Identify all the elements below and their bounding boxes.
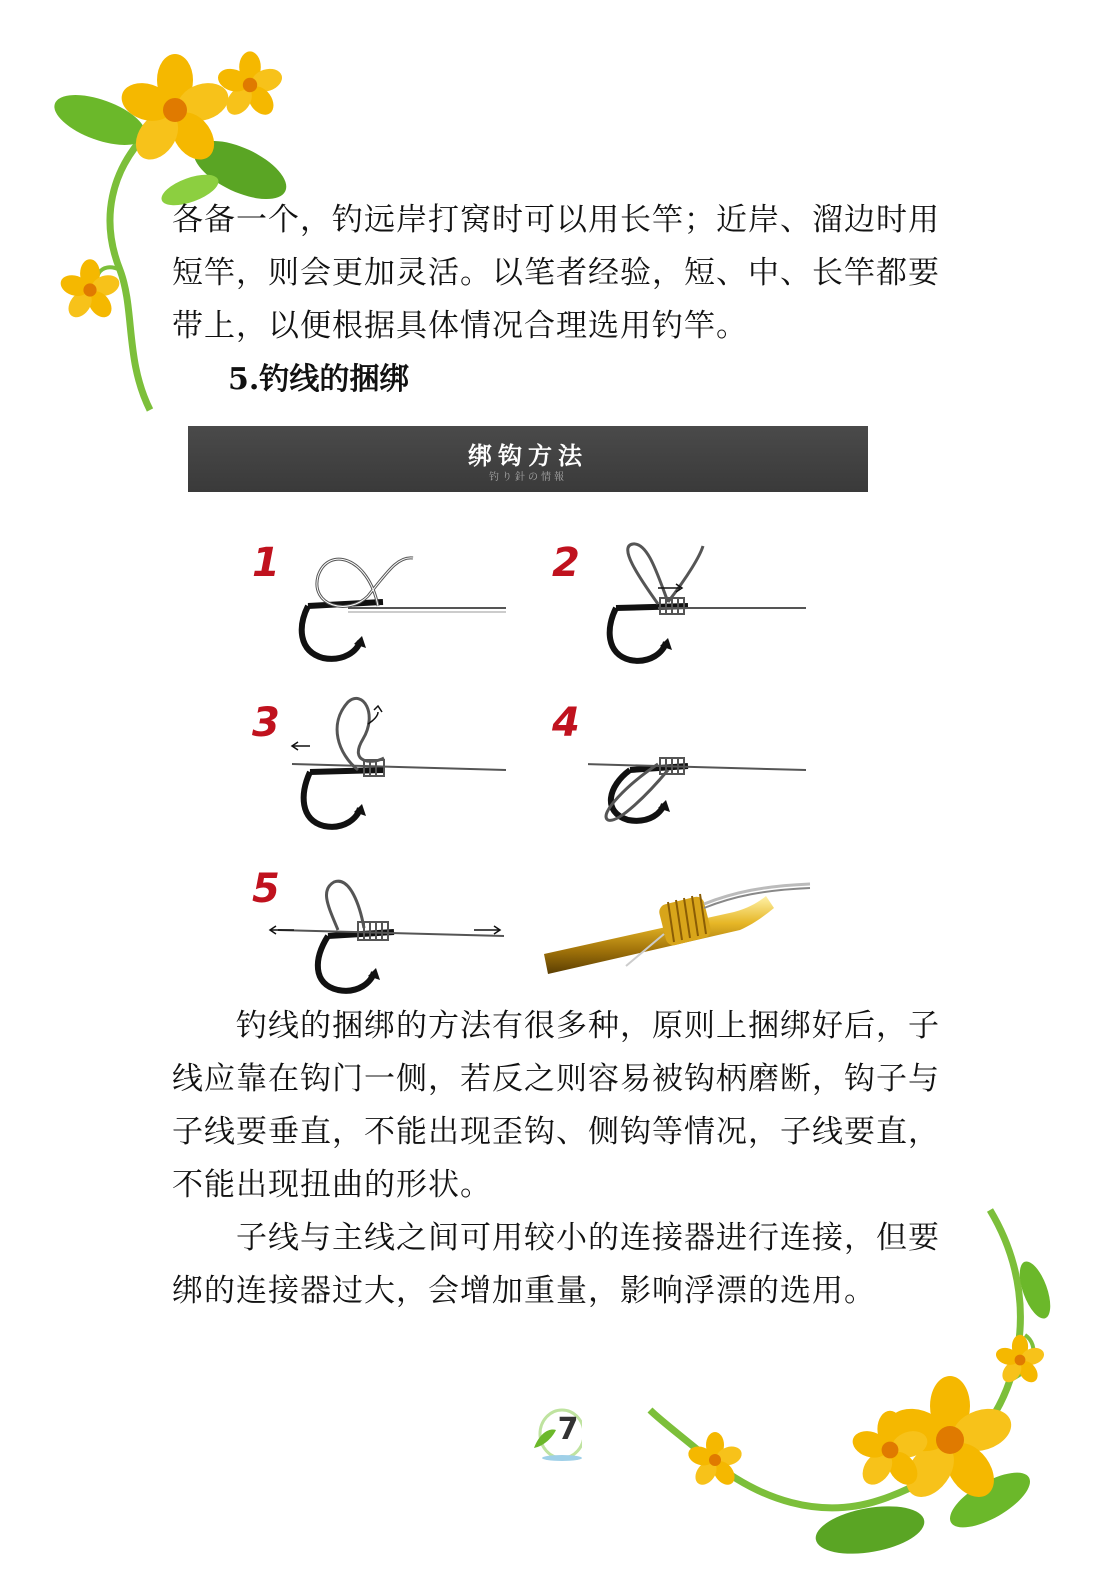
intro-paragraph bbox=[172, 194, 940, 353]
intro-line: 各备一个，钓远岸打窝时可以用长竿；近岸、溜边时用 bbox=[172, 202, 940, 238]
step-number: 1 bbox=[252, 540, 280, 586]
tied-hook-photo bbox=[544, 874, 814, 984]
body-paragraph bbox=[172, 1212, 940, 1318]
figure-banner-subtitle: 钓り針の情報 bbox=[489, 472, 567, 483]
step-3-diagram bbox=[288, 694, 508, 834]
body-line: 钓线的捆绑的方法有很多种，原则上捆绑好后，子 bbox=[172, 1008, 940, 1044]
step-number: 4 bbox=[552, 700, 580, 746]
step-number: 3 bbox=[252, 700, 280, 746]
step-2-diagram bbox=[588, 536, 808, 666]
body-line: 子线要垂直，不能出现歪钩、侧钩等情况，子线要直， bbox=[172, 1114, 940, 1150]
step-1-diagram bbox=[288, 536, 508, 666]
intro-line: 短竿，则会更加灵活。以笔者经验，短、中、长竿都要 bbox=[172, 255, 940, 291]
body-line: 绑的连接器过大，会增加重量，影响浮漂的选用。 bbox=[172, 1273, 876, 1309]
step-number: 5 bbox=[252, 866, 280, 912]
page-number: 7 bbox=[557, 1412, 579, 1447]
step-4-diagram bbox=[588, 694, 808, 834]
body-paragraph bbox=[172, 1000, 940, 1212]
body-line: 线应靠在钩门一侧，若反之则容易被钩柄磨断，钩子与 bbox=[172, 1061, 940, 1097]
hook-tying-figure bbox=[188, 426, 868, 996]
step-number: 2 bbox=[552, 540, 580, 586]
section-heading: 5.钓线的捆绑 bbox=[228, 362, 410, 397]
page-number-badge bbox=[540, 1402, 596, 1462]
figure-banner-title: 绑钩方法 bbox=[468, 442, 588, 470]
intro-line: 带上，以便根据具体情况合理选用钓竿。 bbox=[172, 308, 748, 344]
figure-banner bbox=[188, 426, 868, 492]
step-5-diagram bbox=[268, 866, 508, 996]
body-line: 子线与主线之间可用较小的连接器进行连接，但要 bbox=[172, 1220, 940, 1256]
body-line: 不能出现扭曲的形状。 bbox=[172, 1167, 492, 1203]
